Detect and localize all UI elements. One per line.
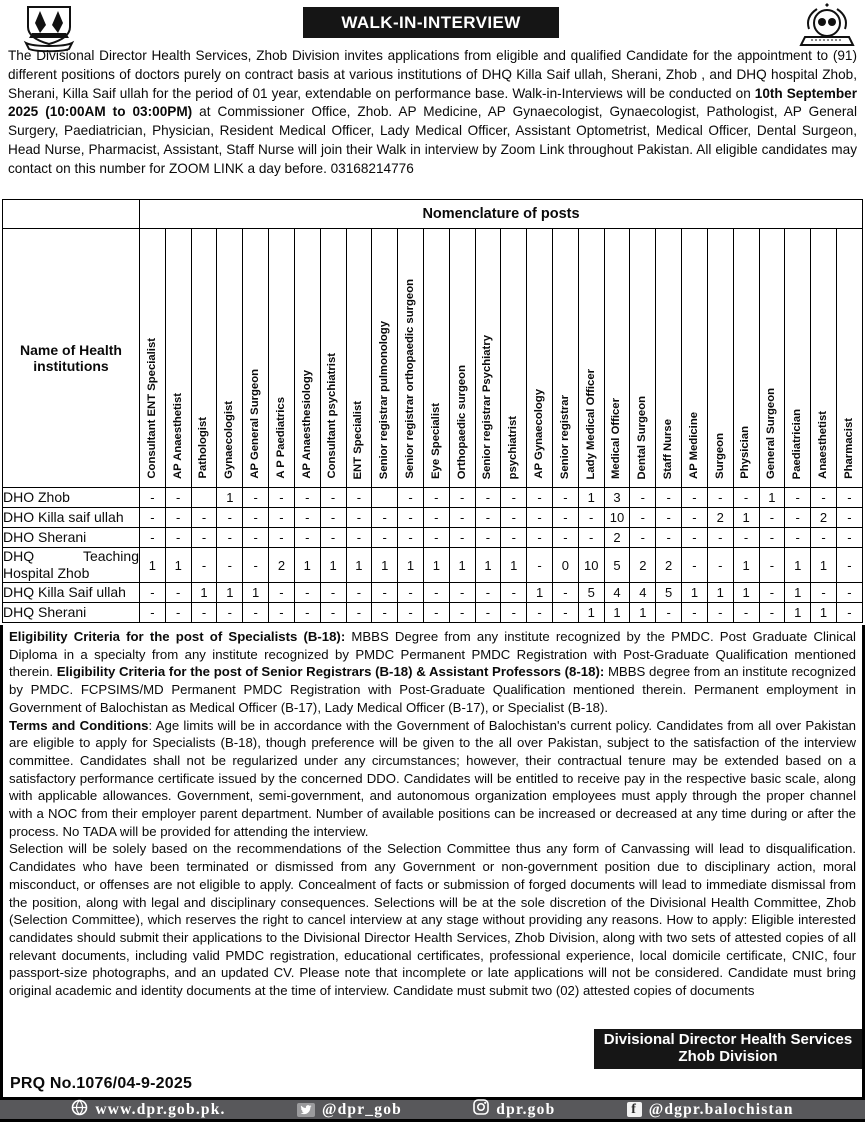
facebook-label: @dgpr.balochistan — [648, 1100, 794, 1118]
post-count-cell: - — [836, 528, 862, 548]
post-count-cell: - — [553, 488, 579, 508]
post-count-cell: - — [759, 508, 785, 528]
post-count-cell: - — [527, 528, 553, 548]
post-count-cell: - — [475, 528, 501, 548]
post-column-header — [578, 229, 604, 488]
post-count-cell: - — [191, 548, 217, 583]
post-count-cell: 1 — [217, 583, 243, 603]
group-header-row — [3, 200, 863, 229]
post-column-label: ENT Specialist — [352, 400, 365, 479]
post-column-header — [243, 229, 269, 488]
name-column-header: Name of Health institutions — [3, 229, 140, 488]
post-count-cell: - — [346, 508, 372, 528]
post-count-cell: 1 — [243, 583, 269, 603]
post-count-cell: 2 — [630, 548, 656, 583]
post-column-header — [759, 229, 785, 488]
post-column-label: AP Anaesthetist — [171, 392, 184, 479]
social-bar — [0, 1097, 865, 1122]
post-count-cell: - — [836, 603, 862, 623]
post-count-cell: - — [346, 528, 372, 548]
post-column-header — [527, 229, 553, 488]
post-count-cell: - — [707, 528, 733, 548]
post-count-cell: - — [269, 603, 295, 623]
post-count-cell: - — [475, 583, 501, 603]
post-column-header — [372, 229, 398, 488]
post-count-cell: 2 — [269, 548, 295, 583]
website-label: www.dpr.gob.pk. — [95, 1100, 226, 1118]
post-count-cell: - — [269, 488, 295, 508]
post-count-cell: - — [140, 528, 166, 548]
post-count-cell: 1 — [604, 603, 630, 623]
table-row — [3, 508, 863, 528]
post-column-header — [320, 229, 346, 488]
post-count-cell: - — [243, 548, 269, 583]
post-column-header — [165, 229, 191, 488]
post-count-cell: - — [294, 583, 320, 603]
eligibility-paragraph — [9, 628, 856, 717]
post-count-cell: - — [527, 508, 553, 528]
post-count-cell: - — [527, 488, 553, 508]
post-count-cell: - — [733, 603, 759, 623]
post-count-cell: - — [811, 528, 837, 548]
post-count-cell: - — [294, 488, 320, 508]
post-count-cell: - — [553, 528, 579, 548]
post-column-header — [707, 229, 733, 488]
post-count-cell: 10 — [604, 508, 630, 528]
post-count-cell: - — [553, 508, 579, 528]
post-count-cell: - — [707, 603, 733, 623]
table-row — [3, 528, 863, 548]
post-count-cell: 1 — [191, 583, 217, 603]
post-count-cell: - — [398, 603, 424, 623]
post-count-cell: - — [656, 528, 682, 548]
post-count-cell: 1 — [372, 548, 398, 583]
post-count-cell: 1 — [785, 548, 811, 583]
interview-date-time: 10th September 2025 (10:00AM to 03:00PM) — [8, 85, 857, 120]
post-count-cell: - — [423, 603, 449, 623]
facebook-icon: f — [627, 1102, 642, 1117]
post-count-cell: 1 — [346, 548, 372, 583]
post-count-cell: - — [759, 528, 785, 548]
post-column-label: A P Paediatrics — [274, 397, 287, 479]
post-count-cell: 1 — [733, 508, 759, 528]
post-column-header — [553, 229, 579, 488]
post-count-cell: - — [682, 528, 708, 548]
post-count-cell: 1 — [759, 488, 785, 508]
post-column-header — [682, 229, 708, 488]
post-count-cell: - — [733, 488, 759, 508]
table-row — [3, 583, 863, 603]
instagram-item — [473, 1099, 555, 1120]
post-count-cell: - — [294, 528, 320, 548]
twitter-icon — [297, 1103, 315, 1117]
post-count-cell: - — [217, 548, 243, 583]
post-count-cell: - — [191, 528, 217, 548]
post-count-cell: - — [501, 583, 527, 603]
eligibility-heading-specialists: Eligibility Criteria for the post of Specialists (B-18): — [9, 629, 346, 644]
advert-header — [0, 0, 865, 46]
post-count-cell: - — [217, 528, 243, 548]
post-count-cell: 1 — [140, 548, 166, 583]
intro-text-2: at Commissioner Office, Zhob. AP Medicine, AP Gynaecologist, Gynaecologist, Pathologist, AP General Surgery, Paediatrician, Physician, Resident Medical Officer, Lady Medical Officer, Assistant Optometrist, Medical Officer, Dental Surgeon, Head Nurse, Pharmacist, Assistant, Staff Nurse will join their Walk in interview by Zoom Link throughout Pakistan. All eligible candidates may contact on this number for ZOOM LINK a day before. 03168214776 — [8, 104, 857, 176]
globe-icon — [71, 1099, 88, 1121]
post-count-cell: - — [475, 603, 501, 623]
post-count-cell: 1 — [449, 548, 475, 583]
post-count-cell: - — [423, 508, 449, 528]
post-column-label: Anaesthetist — [816, 411, 829, 479]
post-count-cell: 1 — [320, 548, 346, 583]
post-count-cell: 5 — [656, 583, 682, 603]
post-count-cell: 3 — [604, 488, 630, 508]
post-column-label: Gynaecologist — [223, 401, 236, 479]
post-count-cell: 5 — [604, 548, 630, 583]
post-column-label: Dental Surgeon — [636, 395, 649, 479]
post-count-cell: 1 — [165, 548, 191, 583]
post-column-label: Senior registrar orthopaedic surgeon — [403, 279, 416, 479]
institution-name: DHQ Sherani — [3, 603, 140, 623]
post-count-cell: - — [165, 603, 191, 623]
post-column-label: AP Medicine — [687, 412, 700, 479]
post-count-cell: - — [682, 488, 708, 508]
signature-box — [594, 1029, 862, 1069]
intro-text-1: The Divisional Director Health Services, Zhob Division invites applications from eligible and qualified Candidate for the appointment to (91) different positions of doctors purely on contract basis at various institutions of DHQ Killa Saif ullah, Sherani, Zhob , and DHQ hospital Zhob, Sherani, Killa Saif ullah for the period of 01 year, extendable on performance base. Walk-in-Interviews will be conducted on — [8, 48, 857, 101]
post-column-header — [785, 229, 811, 488]
terms-heading: Terms and Conditions — [9, 717, 149, 733]
post-count-cell: - — [656, 488, 682, 508]
post-count-cell: - — [398, 528, 424, 548]
group-header: Nomenclature of posts — [140, 200, 863, 229]
post-count-cell: - — [320, 603, 346, 623]
post-count-cell: - — [243, 488, 269, 508]
post-count-cell: - — [243, 508, 269, 528]
post-count-cell: - — [630, 528, 656, 548]
post-count-cell: 1 — [294, 548, 320, 583]
post-count-cell: - — [269, 508, 295, 528]
corner-cell — [3, 200, 140, 229]
table-row — [3, 548, 863, 583]
post-count-cell: - — [398, 583, 424, 603]
post-count-cell: 1 — [423, 548, 449, 583]
post-count-cell: 1 — [501, 548, 527, 583]
post-count-cell: - — [682, 508, 708, 528]
post-count-cell: - — [553, 603, 579, 623]
post-count-cell: 1 — [217, 488, 243, 508]
post-column-label: Staff Nurse — [662, 418, 674, 479]
post-column-label: AP Anaesthesiology — [300, 370, 313, 479]
post-count-cell: 1 — [733, 583, 759, 603]
post-column-header — [217, 229, 243, 488]
post-column-header — [811, 229, 837, 488]
post-count-cell: - — [682, 603, 708, 623]
selection-text: Selection will be solely based on the recommendations of the Selection Committee thus any form of Canvassing will lead to disqualification. Candidates who have been terminated or dismissed from any Government or non-government position due to disciplinary action, moral misconduct, or offenses are not eligible to apply. Concealment of facts or submission of forged documents will lead to immediate dismissal from the position, along with legal and disciplinary consequences. Selections will be at the sole discretion of the Divisional Health Committee, Zhob (Selection Committee), which reserves the right to cancel interview at any stage without providing any reasons. How to apply: Eligible interested candidates should submit their applications to the Divisional Director Health Services, Zhob Division, along with two sets of attested copies of all relevant documents, including valid PMDC registration, educational certificates, professional experience, local domicile certificate, CNIC, four passport-size photographs, and an updated CV. Please note that incomplete or late applications will not be considered. Candidate must bring original academic and identity documents at the time of interview. Candidate must submit two (02) attested copies of documents — [9, 841, 856, 999]
post-count-cell: - — [165, 508, 191, 528]
post-count-cell: 1 — [785, 603, 811, 623]
post-column-label: Senior registrar pulmonology — [378, 320, 391, 479]
post-count-cell: 2 — [604, 528, 630, 548]
post-column-label: Paediatrician — [791, 408, 804, 479]
post-count-cell: - — [630, 488, 656, 508]
post-column-label: Pathologist — [197, 417, 210, 479]
post-count-cell: - — [191, 508, 217, 528]
post-count-cell: - — [346, 583, 372, 603]
post-count-cell: - — [243, 603, 269, 623]
intro-paragraph — [8, 47, 857, 199]
post-count-cell: 0 — [553, 548, 579, 583]
post-count-cell: - — [243, 528, 269, 548]
post-column-header — [346, 229, 372, 488]
post-column-label: Eye Specialist — [429, 403, 442, 479]
post-count-cell: - — [191, 603, 217, 623]
post-count-cell: - — [501, 528, 527, 548]
post-count-cell: - — [785, 508, 811, 528]
post-column-header — [630, 229, 656, 488]
post-column-label: Pharmacist — [842, 418, 855, 479]
facebook-item — [627, 1101, 794, 1119]
post-column-label: Senior registrar — [558, 394, 571, 479]
post-count-cell: - — [759, 603, 785, 623]
post-count-cell: - — [785, 528, 811, 548]
post-count-cell: - — [372, 508, 398, 528]
post-count-cell: 1 — [475, 548, 501, 583]
post-count-cell: - — [811, 488, 837, 508]
table-row — [3, 488, 863, 508]
signature-line-2: Zhob Division — [678, 1047, 778, 1065]
post-column-label: Senior registrar Psychiatry — [481, 334, 494, 479]
post-count-cell: 2 — [656, 548, 682, 583]
twitter-label: @dpr_gob — [321, 1100, 402, 1118]
post-column-label: AP Gynaecology — [532, 389, 545, 479]
post-count-cell: - — [217, 508, 243, 528]
post-count-cell: 1 — [811, 548, 837, 583]
post-count-cell: - — [423, 528, 449, 548]
post-count-cell: - — [475, 488, 501, 508]
post-count-cell: - — [836, 488, 862, 508]
signature-line-1: Divisional Director Health Services — [603, 1031, 853, 1048]
terms-text: : Age limits will be in accordance with the Government of Balochistan's current policy. Candidates from all over Pakistan are eligible to apply for Specialists (B-18), though preference will be given to the all over Pakistan, subject to the satisfaction of the interview committee. Candidates shall not be regularized under any circumstances; however, their contractual tenure may be extended based on a satisfactory performance certificate issued by the concerned DDO. Candidates will be entitled to receive pay in the respective basic scale, along with applicable allowances. Government, semi-government, and autonomous organization employees must apply through the proper channel with a NOC from their employer parent department. Number of available positions can be increased or decreased at any time during or after the process. No TADA will be provided for attending the interview. — [9, 717, 856, 839]
post-count-cell: - — [165, 583, 191, 603]
post-count-cell: 4 — [604, 583, 630, 603]
post-count-cell: 1 — [811, 603, 837, 623]
institution-name: DHO Zhob — [3, 488, 140, 508]
post-count-cell: - — [656, 508, 682, 528]
post-count-cell: - — [733, 528, 759, 548]
post-count-cell: 1 — [682, 583, 708, 603]
post-count-cell: - — [707, 488, 733, 508]
post-count-cell: - — [165, 488, 191, 508]
twitter-item — [297, 1101, 402, 1119]
post-count-cell: - — [294, 508, 320, 528]
post-column-header — [294, 229, 320, 488]
post-count-cell: - — [836, 508, 862, 528]
post-count-cell: 1 — [527, 583, 553, 603]
post-column-label: General Surgeon — [765, 387, 778, 479]
post-count-cell: - — [372, 528, 398, 548]
post-count-cell: - — [269, 528, 295, 548]
post-column-label: Consultant psychiatrist — [326, 353, 339, 479]
post-count-cell: - — [320, 508, 346, 528]
post-column-label: Orthopaedic surgeon — [455, 364, 468, 479]
eligibility-heading-registrars: Eligibility Criteria for the post of Senior Registrars (B-18) & Assistant Professors (8-18): — [56, 664, 605, 680]
post-count-cell: 4 — [630, 583, 656, 603]
post-count-cell: - — [320, 528, 346, 548]
post-column-label: Lady Medical Officer — [584, 368, 597, 479]
post-count-cell: - — [165, 528, 191, 548]
post-count-cell: - — [140, 603, 166, 623]
instagram-label: dpr.gob — [496, 1100, 556, 1118]
post-count-cell: - — [475, 508, 501, 528]
post-count-cell: - — [398, 488, 424, 508]
post-column-header — [836, 229, 862, 488]
terms-paragraph — [9, 717, 856, 841]
post-count-cell: - — [682, 548, 708, 583]
post-column-label: Consultant ENT Specialist — [145, 338, 158, 479]
post-count-cell: 5 — [578, 583, 604, 603]
post-count-cell: - — [656, 603, 682, 623]
post-column-header — [501, 229, 527, 488]
post-column-header — [269, 229, 295, 488]
post-count-cell: 2 — [707, 508, 733, 528]
institution-name: DHO Sherani — [3, 528, 140, 548]
posts-table — [2, 199, 863, 623]
post-column-label: AP General Surgeon — [249, 369, 261, 479]
post-count-cell: - — [320, 583, 346, 603]
post-count-cell: 1 — [578, 603, 604, 623]
legal-text — [3, 625, 862, 1028]
posts-table-wrap — [2, 199, 863, 623]
post-count-cell: - — [707, 548, 733, 583]
post-count-cell: - — [449, 583, 475, 603]
post-column-label: Physician — [739, 426, 752, 479]
post-count-cell: - — [320, 488, 346, 508]
post-count-cell: - — [759, 583, 785, 603]
post-count-cell: - — [630, 508, 656, 528]
posts-table-head — [3, 200, 863, 488]
post-count-cell: - — [217, 603, 243, 623]
legal-section — [0, 625, 865, 1097]
post-column-header — [423, 229, 449, 488]
eligibility-text-specialists: MBBS Degree from any institute recognized by the PMDC. Post Graduate Clinical Diploma in a specialty from any institute recognized by PMDC Permanent PMDC Registration with Post-Graduate Qualification mentioned therein. — [9, 629, 856, 680]
post-count-cell: - — [398, 508, 424, 528]
post-column-label: Surgeon — [713, 433, 726, 479]
post-count-cell: - — [527, 603, 553, 623]
post-count-cell: - — [527, 548, 553, 583]
post-count-cell: 1 — [707, 583, 733, 603]
institution-name: DHO Killa saif ullah — [3, 508, 140, 528]
post-count-cell: - — [836, 548, 862, 583]
post-count-cell: - — [372, 583, 398, 603]
post-column-label: Medical Officer — [610, 398, 623, 479]
post-count-cell: - — [140, 488, 166, 508]
post-count-cell: - — [501, 488, 527, 508]
post-count-cell: - — [501, 603, 527, 623]
post-count-cell: - — [578, 528, 604, 548]
column-header-row — [3, 229, 863, 488]
post-count-cell: - — [501, 508, 527, 528]
post-count-cell: - — [346, 603, 372, 623]
post-column-header — [140, 229, 166, 488]
advert-title: WALK-IN-INTERVIEW — [341, 12, 521, 32]
post-column-header — [191, 229, 217, 488]
selection-paragraph — [9, 840, 856, 999]
post-count-cell: 10 — [578, 548, 604, 583]
title-banner — [303, 7, 559, 38]
post-count-cell: - — [294, 603, 320, 623]
post-count-cell: - — [553, 583, 579, 603]
post-column-label: psychiatrist — [507, 415, 520, 479]
post-count-cell: - — [140, 508, 166, 528]
post-column-header — [449, 229, 475, 488]
institution-name: DHQ Killa Saif ullah — [3, 583, 140, 603]
post-count-cell: - — [269, 583, 295, 603]
post-count-cell: - — [449, 528, 475, 548]
post-count-cell: 2 — [811, 508, 837, 528]
post-count-cell: 1 — [785, 583, 811, 603]
post-count-cell: - — [423, 583, 449, 603]
eligibility-text-registrars: MBBS degree from an institute recognized by PMDC. FCPSIMS/MD Permanent PMDC Registration with Post-Graduate Qualification mentioned therein. Permanent employment in Government of Balochistan as Medical Officer (B-17), Lady Medical Officer (B-17), or Specialist (B-18). — [9, 664, 856, 715]
institution-name: DHQ Teaching Hospital Zhob — [3, 548, 139, 581]
post-column-header — [604, 229, 630, 488]
post-count-cell — [191, 488, 217, 508]
website-item — [71, 1099, 225, 1121]
post-count-cell: 1 — [578, 488, 604, 508]
post-column-header — [398, 229, 424, 488]
post-count-cell: - — [785, 488, 811, 508]
post-count-cell: - — [811, 583, 837, 603]
post-count-cell: 1 — [630, 603, 656, 623]
post-count-cell: - — [423, 488, 449, 508]
post-column-header — [475, 229, 501, 488]
post-count-cell: - — [140, 583, 166, 603]
post-count-cell: 1 — [398, 548, 424, 583]
instagram-icon — [473, 1099, 489, 1120]
post-count-cell: 1 — [733, 548, 759, 583]
post-count-cell: - — [449, 508, 475, 528]
post-count-cell: - — [578, 508, 604, 528]
post-column-header — [733, 229, 759, 488]
post-column-header — [656, 229, 682, 488]
table-row — [3, 603, 863, 623]
post-count-cell: - — [449, 603, 475, 623]
posts-table-body — [3, 488, 863, 623]
post-count-cell: - — [836, 583, 862, 603]
post-count-cell: - — [449, 488, 475, 508]
prq-number: PRQ No.1076/04-9-2025 — [10, 1075, 193, 1092]
post-count-cell: - — [759, 548, 785, 583]
post-count-cell — [372, 488, 398, 508]
post-count-cell: - — [372, 603, 398, 623]
post-count-cell: - — [346, 488, 372, 508]
